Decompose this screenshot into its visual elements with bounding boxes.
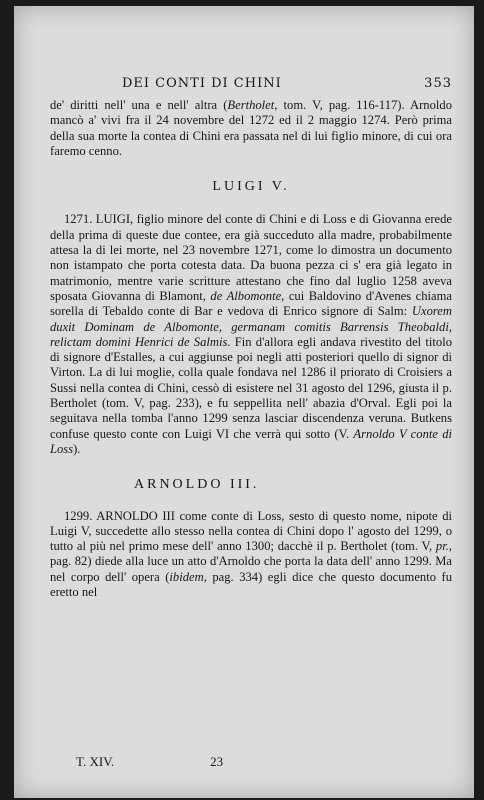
luigi-text-3: . Fin d'allora egli andava rivestito del titolo di signore d'Estalles, a cui aggiunse poi negli atti posteriori quello di signor di Virton. La di lui moglie, colla quale fondava nel 1286 il priorato di Croisiers a Sussi nella contea di Chini, cessò di esistere nel 31 agosto del 1296, giusta il p. Bertholet (tom. V, pag. 233), e fu seppellita nell' abazia d'Orval. Egli poi la seguitava nella tomba l'anno 1299 senza lasciar discendenza veruna. Butkens confuse questo conte con Luigi VI che verrà qui sotto (V. — [50, 334, 452, 441]
signature-mark: 23 — [210, 754, 224, 769]
luigi-italic-latin-quote: Uxorem duxit Dominam de Albomonte, germanam comitis Barrensis Theobaldi, relictam domini Henrici de Salmis — [50, 304, 452, 349]
arnoldo-text-1: 1299. ARNOLDO III come conte di Loss, sesto di questo nome, nipote di Luigi V, succedette allo stesso nella contea di Chini dopo l' agosto del 1299, o tutto al più nel primo mese dell' anno 1300; dacchè il p. Bertholet (tom. V, — [50, 508, 452, 554]
luigi-text-1: 1271. LUIGI, figlio minore del conte di Chini e di Loss e di Giovanna erede della prima di queste due contee, era già succeduto alla madre, probabilmente attesa la di lei morte, nel 23 novembre 1271, come lo dimostra un documento non istampato che porta cotesta data. Da buona pezza ci s' era già legato in matrimonio, mentre varie scritture attestano che fino dal luglio 1258 aveva sposata Giovanna di Blamont, — [50, 212, 452, 303]
volume-mark: T. XIV. — [76, 754, 115, 769]
luigi-italic-arnoldo: Arnoldo V conte di Loss — [50, 426, 453, 456]
intro-text-1: de' diritti nell' una e nell' altra ( — [50, 98, 228, 112]
page-body — [50, 98, 452, 600]
arnoldo-italic-ibidem: ibidem — [169, 569, 204, 584]
book-page — [14, 6, 474, 798]
intro-paragraph — [50, 98, 452, 159]
luigi-italic-albomonte: de Albomonte — [210, 288, 282, 303]
page-footer — [76, 754, 434, 770]
luigi-text-2: , cui Baldovino d'Avenes chiama sorella di Tebaldo conte di Bar e vedova di Enrico signore di Salm: — [50, 288, 452, 319]
arnoldo-italic-pr: pr. — [435, 539, 449, 554]
arnoldo-paragraph — [50, 509, 452, 601]
arnoldo-text-3: , pag. 334) egli dice che questo documento fu eretto nel — [50, 569, 453, 600]
intro-italic-bertholet: Bertholet — [227, 98, 275, 112]
intro-text-2: , tom. V, pag. 116-117). Arnoldo mancò a' vivi fra il 24 novembre del 1272 ed il 2 maggio 1274. Però prima della sua morte la contea di Chini era passata nel di lui figlio minore, di cui ora faremo cenno. — [50, 98, 452, 158]
page-number: 353 — [424, 76, 452, 91]
luigi-text-4: ). — [73, 441, 81, 456]
running-title: DEI CONTI DI CHINI — [122, 76, 282, 91]
luigi-paragraph — [50, 212, 452, 457]
running-head — [122, 76, 452, 91]
section-heading-luigi-v: LUIGI V. — [212, 179, 290, 195]
arnoldo-text-2: , pag. 82) diede alla luce un atto d'Arnoldo che porta la data dell' anno 1299. Ma nel corpo dell' opera ( — [50, 539, 452, 584]
section-heading-arnoldo-iii: ARNOLDO III. — [134, 477, 260, 493]
